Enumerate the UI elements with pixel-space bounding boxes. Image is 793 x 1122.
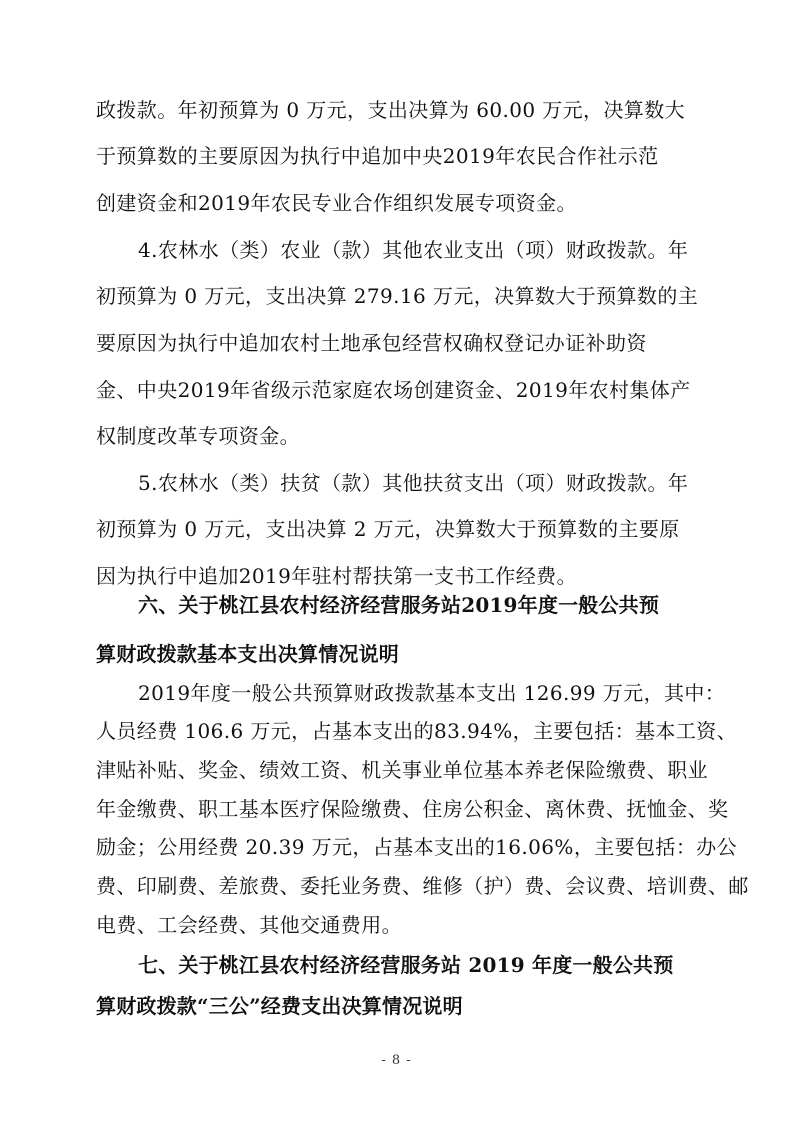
body-line: 年金缴费、职工基本医疗保险缴费、住房公积金、离休费、抚恤金、奖 [96,797,729,821]
body-line: 电费、工会经费、其他交通费用。 [96,913,402,937]
body-line: 2019年度一般公共预算财政拨款基本支出 126.99 万元，其中： [138,681,726,705]
body-line: 人员经费 106.6 万元，占基本支出的83.94%，主要包括：基本工资、 [96,719,738,743]
section-heading-7: 七、关于桃江县农村经济经营服务站 2019 年度一般公共预 [138,953,674,977]
section-heading-7-cont: 算财政拨款“三公”经费支出决算情况说明 [96,994,463,1018]
body-line-item-5: 5.农林水（类）扶贫（款）其他扶贫支出（项）财政拨款。年 [138,471,689,495]
body-line: 权制度改革专项资金。 [96,424,300,448]
body-line: 创建资金和2019年农民专业合作组织发展专项资金。 [96,191,577,215]
body-line: 要原因为执行中追加农村土地承包经营权确权登记办证补助资 [96,331,647,355]
body-line: 因为执行中追加2019年驻村帮扶第一支书工作经费。 [96,564,577,588]
body-line: 金、中央2019年省级示范家庭农场创建资金、2019年农村集体产 [96,378,691,402]
body-line: 于预算数的主要原因为执行中追加中央2019年农民合作社示范 [96,144,659,168]
body-line: 费、印刷费、差旅费、委托业务费、维修（护）费、会议费、培训费、邮 [96,874,749,898]
body-line: 初预算为 0 万元，支出决算 279.16 万元，决算数大于预算数的主 [96,284,699,308]
body-line: 政拨款。年初预算为 0 万元，支出决算为 60.00 万元，决算数大 [96,98,686,122]
section-heading-6: 六、关于桃江县农村经济经营服务站2019年度一般公共预 [138,593,660,617]
body-line: 初预算为 0 万元，支出决算 2 万元，决算数大于预算数的主要原 [96,517,680,541]
body-line-item-4: 4.农林水（类）农业（款）其他农业支出（项）财政拨款。年 [138,238,689,262]
body-line: 励金；公用经费 20.39 万元，占基本支出的16.06%，主要包括：办公 [96,835,738,859]
section-heading-6-cont: 算财政拨款基本支出决算情况说明 [96,642,399,666]
body-line: 津贴补贴、奖金、绩效工资、机关事业单位基本养老保险缴费、职业 [96,758,708,782]
page-number: - 8 - [381,1053,412,1068]
